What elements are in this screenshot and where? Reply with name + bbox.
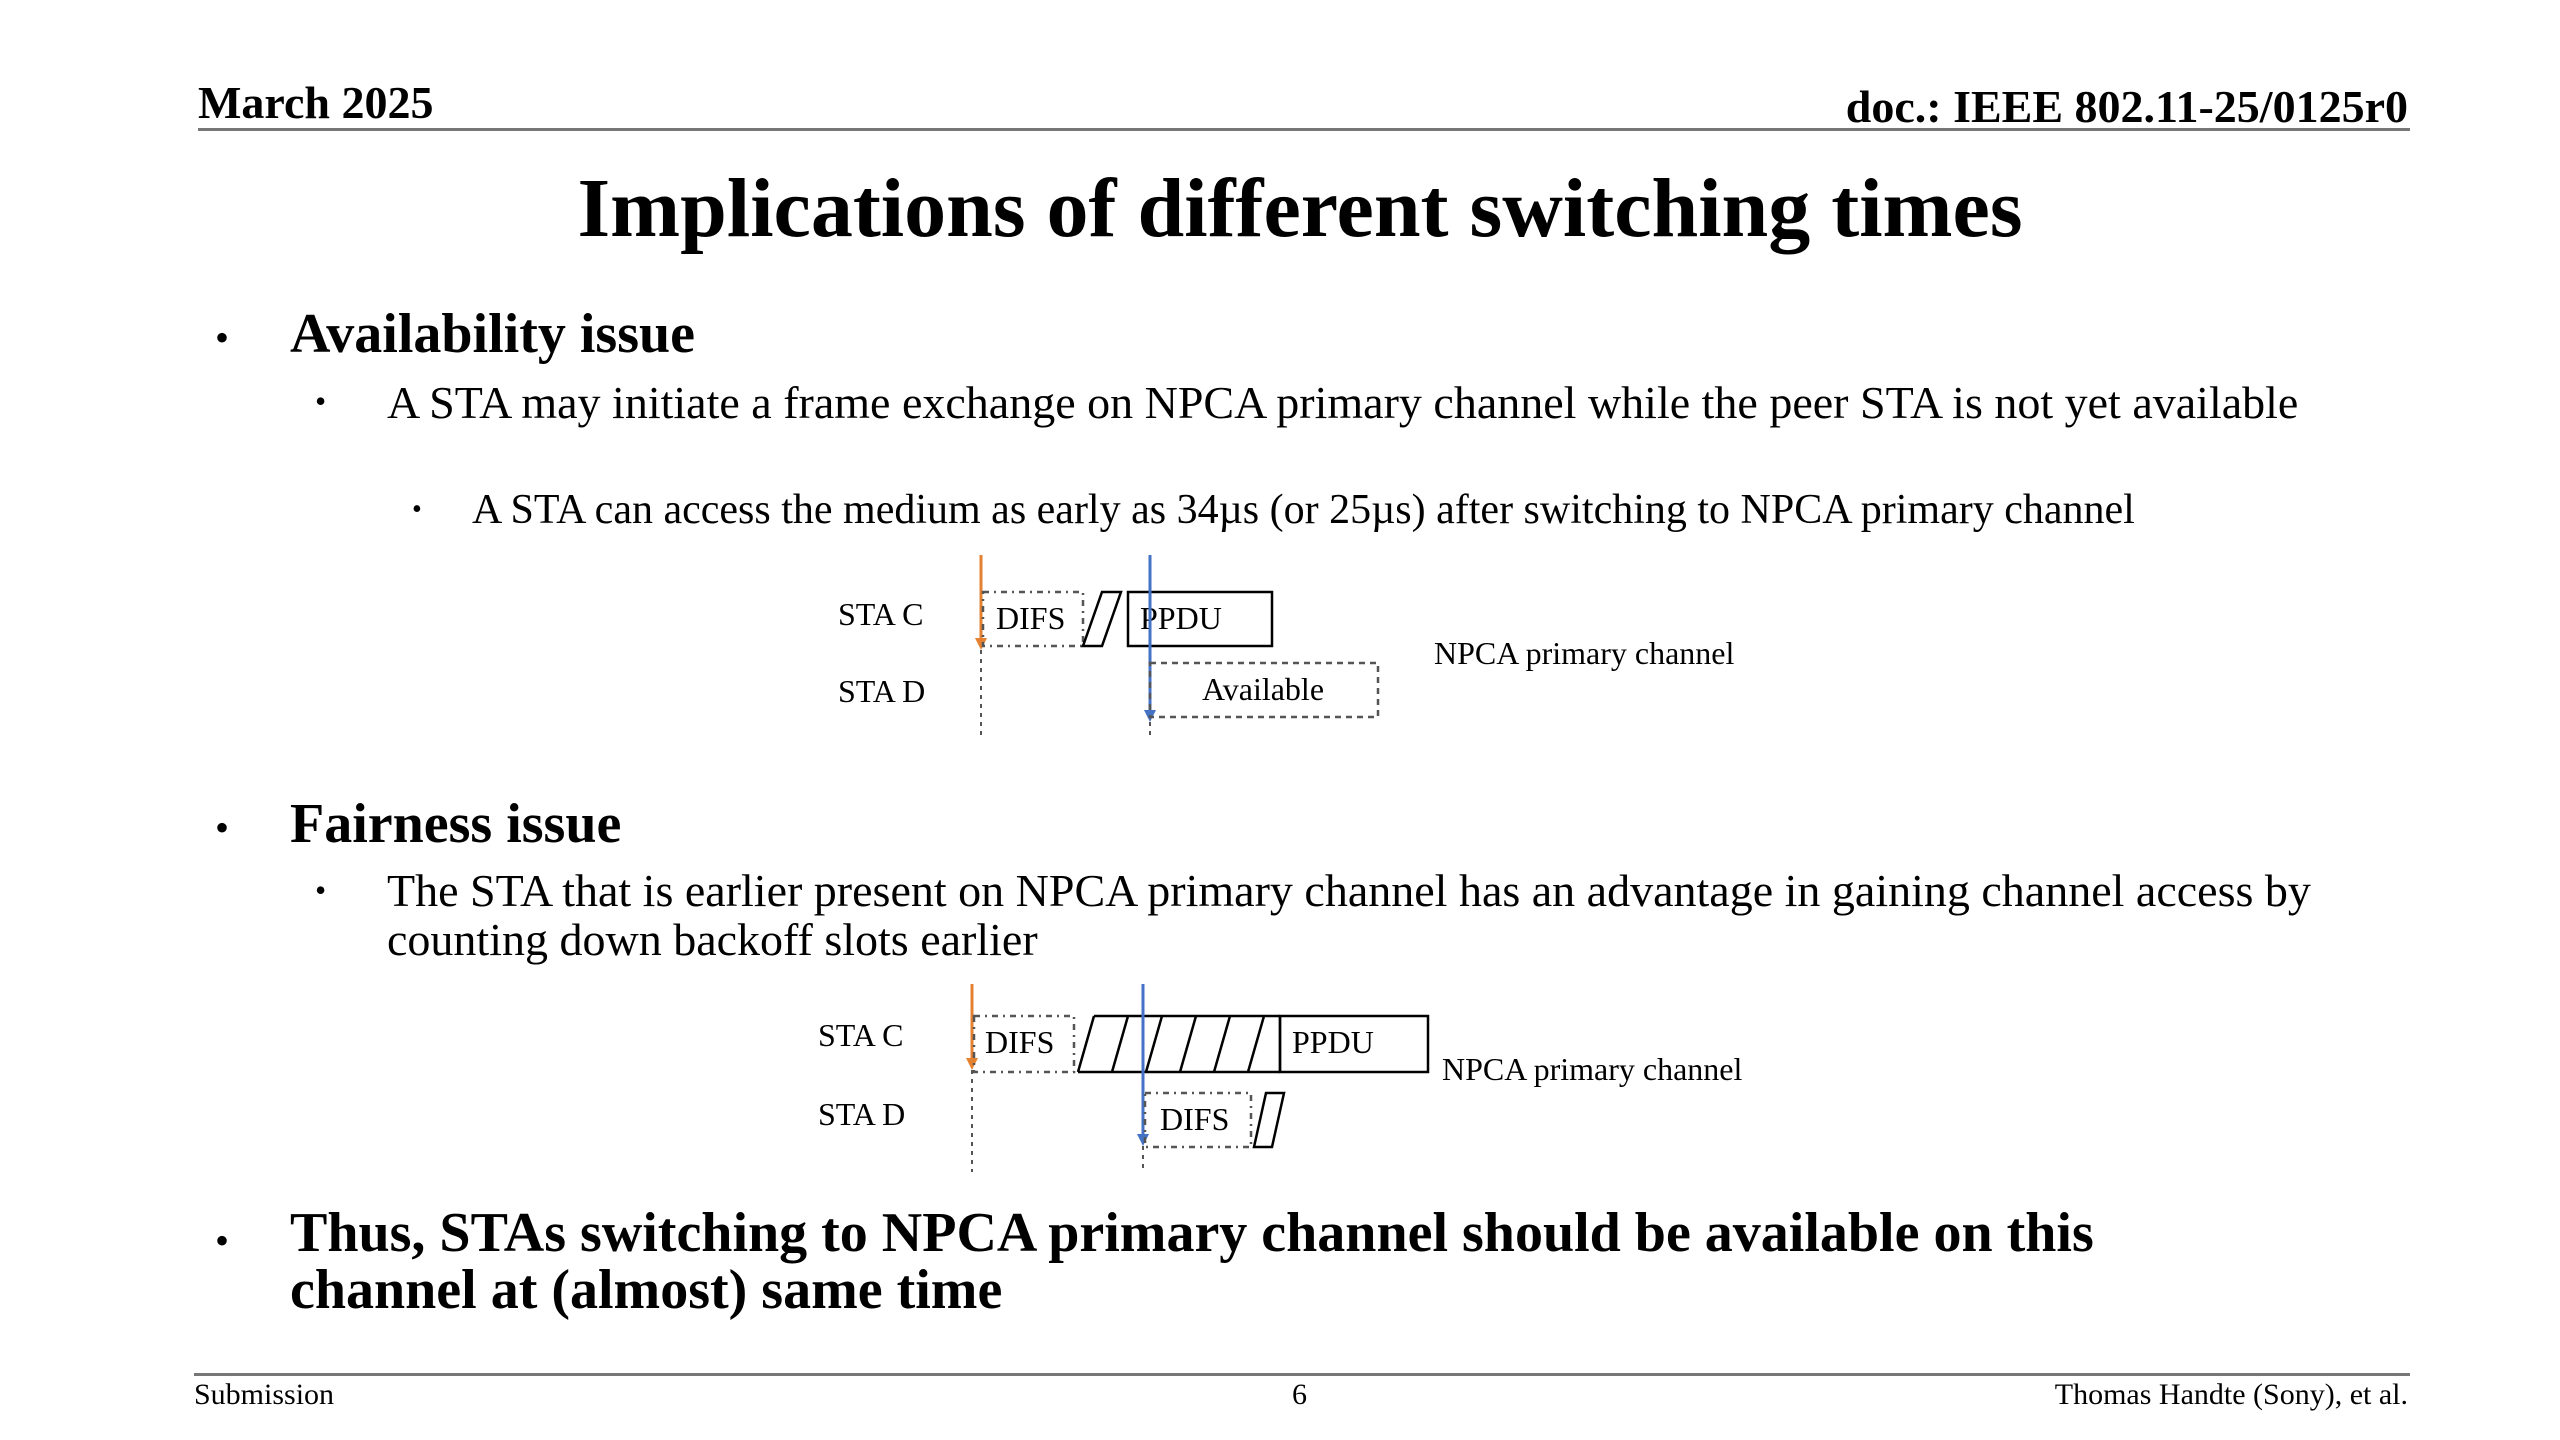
fairness-point: The STA that is earlier present on NPCA primary channel has an advantage in gaining channel access by counting down backoff slots earlier (387, 865, 2311, 965)
diagram2-sta-c-label: STA C (818, 1017, 904, 1053)
footer-page-number: 6 (1292, 1378, 1307, 1411)
diagram1-available-label: Available (1202, 671, 1325, 707)
bullet-2: • (215, 805, 230, 850)
diagram2-sta-c-backoff-slots (1078, 1016, 1280, 1072)
conclusion-heading: Thus, STAs switching to NPCA primary channel should be available on this channel at (almost) same time (290, 1202, 2094, 1321)
footer-rule (194, 1373, 2410, 1376)
diagram2-sta-c-arrowhead (966, 1058, 978, 1070)
diagram2-ppdu-label: PPDU (1292, 1024, 1374, 1060)
fairness-timing-diagram (800, 980, 1800, 1180)
diagram2-sta-d-difs-label: DIFS (1160, 1101, 1230, 1137)
diagram1-channel-label: NPCA primary channel (1434, 635, 1735, 671)
diagram1-sta-d-label: STA D (838, 673, 926, 709)
availability-subpoint: A STA can access the medium as early as 34µs (or 25µs) after switching to NPCA primary channel (472, 487, 2135, 533)
footer-submission: Submission (194, 1378, 335, 1411)
footer-author: Thomas Handte (Sony), et al. (2054, 1378, 2408, 1411)
bullet-1-1: • (315, 383, 327, 419)
bullet-1: • (215, 315, 230, 360)
section-heading-fairness: Fairness issue (290, 793, 622, 855)
header-date: March 2025 (198, 77, 434, 128)
bullet-1-1-1: • (412, 494, 422, 525)
diagram2-sta-d-label: STA D (818, 1096, 906, 1132)
diagram2-sta-d-arrowhead (1137, 1134, 1149, 1146)
header-doc-id: doc.: IEEE 802.11-25/0125r0 (1845, 81, 2408, 132)
slide-title: Implications of different switching times (577, 162, 2023, 255)
diagram1-sta-c-arrowhead (975, 638, 987, 650)
bullet-2-1: • (315, 872, 327, 908)
availability-point: A STA may initiate a frame exchange on NPCA primary channel while the peer STA is not yet available (387, 377, 2299, 428)
header-rule (198, 128, 2410, 131)
diagram2-channel-label: NPCA primary channel (1442, 1051, 1743, 1087)
bullet-3: • (215, 1218, 230, 1263)
diagram1-difs-label: DIFS (996, 600, 1066, 636)
section-heading-availability: Availability issue (290, 303, 696, 365)
diagram1-ppdu-label: PPDU (1140, 600, 1222, 636)
diagram2-sta-d-backoff-slot (1254, 1093, 1284, 1147)
diagram1-sta-c-label: STA C (838, 596, 924, 632)
diagram1-backoff-slot (1083, 592, 1121, 646)
availability-timing-diagram (820, 550, 1800, 740)
diagram2-sta-c-difs-label: DIFS (985, 1024, 1055, 1060)
